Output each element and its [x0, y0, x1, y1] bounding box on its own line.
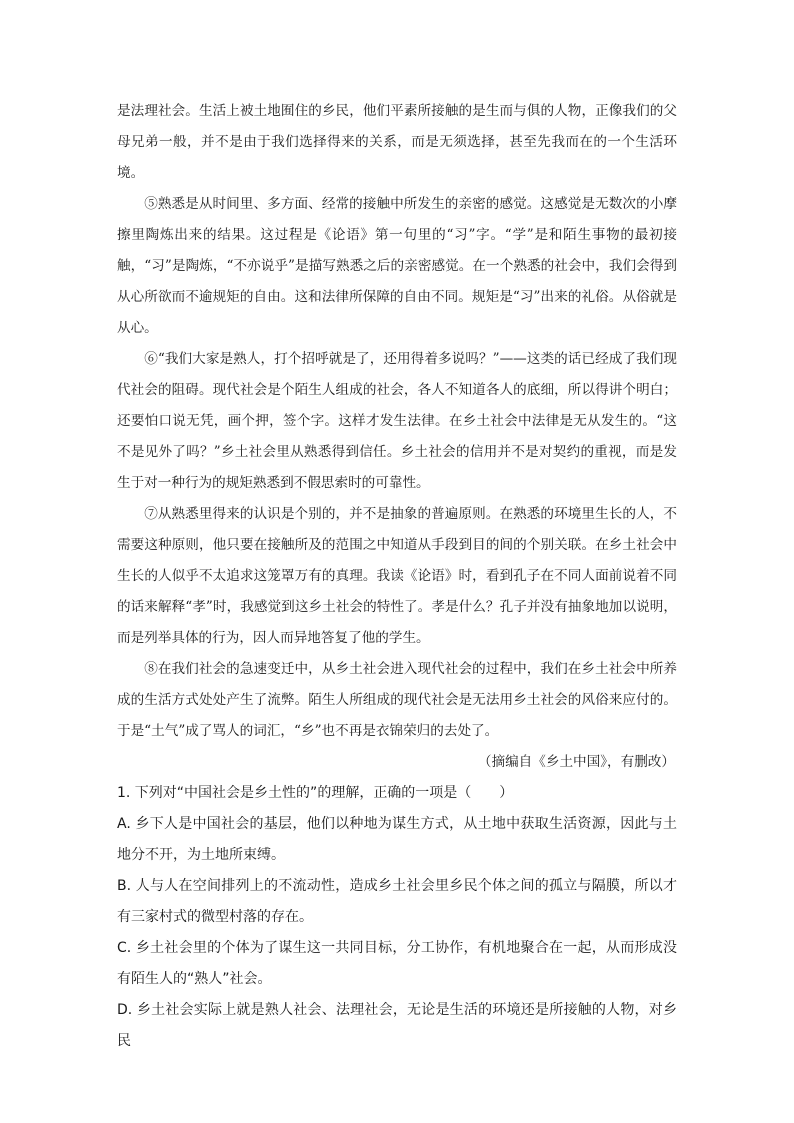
question-1-option-b[interactable]: B. 人与人在空间排列上的不流动性，造成乡土社会里乡民个体之间的孤立与隔膜，所以才有三家村式的微型村落的存在。: [117, 878, 677, 925]
passage-paragraph-5: ⑤熟悉是从时间里、多方面、经常的接触中所发生的亲密的感觉。这感觉是无数次的小摩擦里陶炼出来的结果。这过程是《论语》第一句里的“习”字。“学”是和陌生事物的最初接触，“习”是陶炼，“不亦说乎”是描写熟悉之后的亲密感觉。在一个熟悉的社会中，我们会得到从心所欲而不逾规矩的自由。这和法律所保障的自由不同。规矩是“习”出来的礼俗。从俗就是从心。: [117, 196, 677, 336]
passage-paragraph-continued: 是法理社会。生活上被土地囿住的乡民，他们平素所接触的是生而与俱的人物，正像我们的父母兄弟一般，并不是由于我们选择得来的关系，而是无须选择，甚至先我而在的一个生活环境。: [117, 103, 677, 181]
question-1-option-a[interactable]: A. 乡下人是中国社会的基层，他们以种地为谋生方式，从土地中获取生活资源，因此与土地分不开，为土地所束缚。: [117, 816, 677, 863]
document-page: [117, 96, 677, 1057]
passage-paragraph-7: ⑦从熟悉里得来的认识是个别的，并不是抽象的普遍原则。在熟悉的环境里生长的人，不需要这种原则，他只要在接触所及的范围之中知道从手段到目的间的个别关联。在乡土社会中生长的人似乎不太追求这笼罩万有的真理。我读《论语》时，看到孔子在不同人面前说着不同的话来解释“孝”时，我感觉到这乡土社会的特性了。孝是什么？孔子并没有抽象地加以说明，而是列举具体的行为，因人而异地答复了他的学生。: [117, 506, 677, 646]
question-1-option-d[interactable]: D. 乡土社会实际上就是熟人社会、法理社会，无论是生活的环境还是所接触的人物，对乡民: [117, 1002, 677, 1049]
question-1-stem: 1. 下列对“中国社会是乡土性的”的理解，正确的一项是（ ）: [117, 785, 514, 801]
question-1-option-c[interactable]: C. 乡土社会里的个体为了谋生这一共同目标，分工协作，有机地聚合在一起，从而形成没有陌生人的“熟人”社会。: [117, 940, 677, 987]
passage-paragraph-6: ⑥“我们大家是熟人，打个招呼就是了，还用得着多说吗？”——这类的话已经成了我们现代社会的阻碍。现代社会是个陌生人组成的社会，各人不知道各人的底细，所以得讲个明白；还要怕口说无凭，画个押，签个字。这样才发生法律。在乡土社会中法律是无从发生的。“这不是见外了吗？”乡土社会里从熟悉得到信任。乡土社会的信用并不是对契约的重视，而是发生于对一种行为的规矩熟悉到不假思索时的可靠性。: [117, 351, 677, 491]
question-1: [117, 778, 677, 1057]
passage-paragraph-8: ⑧在我们社会的急速变迁中，从乡土社会进入现代社会的过程中，我们在乡土社会中所养成的生活方式处处产生了流弊。陌生人所组成的现代社会是无法用乡土社会的风俗来应付的。于是“土气”成了骂人的词汇，“乡”也不再是衣锦荣归的去处了。: [117, 661, 677, 739]
passage-source: （摘编自《乡土中国》，有删改）: [477, 754, 675, 770]
